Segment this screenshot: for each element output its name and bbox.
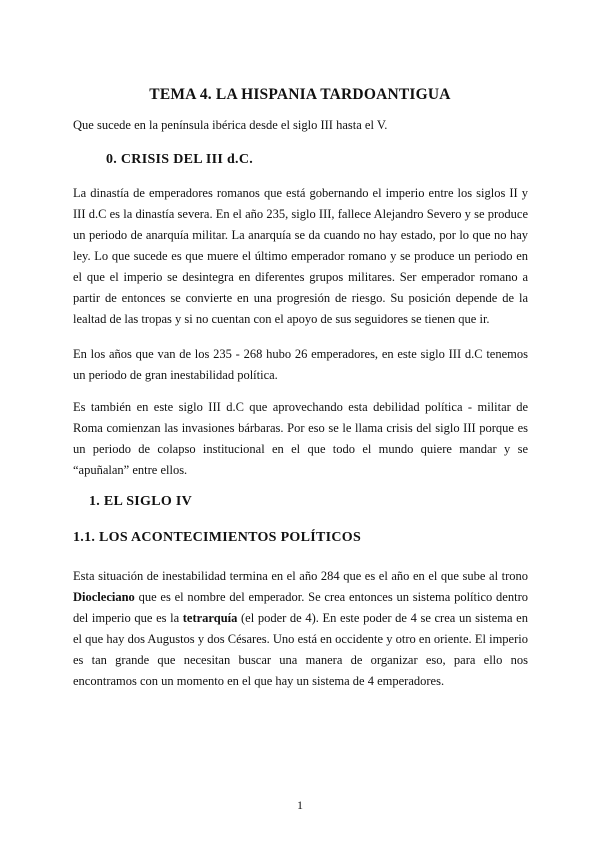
document-subtitle: Que sucede en la península ibérica desde el siglo III hasta el V. xyxy=(73,118,388,132)
paragraph-tetrarquia xyxy=(73,566,528,692)
section-heading-crisis: 0. CRISIS DEL III d.C. xyxy=(106,152,254,167)
paragraph-dinastia: La dinastía de emperadores romanos que está gobernando el imperio entre los siglos II y III d.C es la dinastía severa. En el año 235, siglo III, fallece Alejandro Severo y se produce un periodo de anarquía militar. La anarquía se da cuando no hay estado, por lo que no hay ley. Lo que sucede es que muere el último emperador romano y se produce un periodo en el que el imperio se desintegra en diferentes grupos militares. Ser emperador romano a partir de entonces se convierte en una progresión de riesgo. Su posición depende de la lealtad de las tropas y si no cuentan con el apoyo de sus seguidores se tienen que ir. xyxy=(73,186,528,326)
bold-term-tetrarquia: tetrarquía xyxy=(182,611,238,625)
section-heading-siglo-iv: 1. EL SIGLO IV xyxy=(89,494,193,509)
bold-term-diocleciano: Diocleciano xyxy=(73,590,135,604)
paragraph-text: que es el nombre del emperador. Se crea entonces un sistema político dentro del imperio que es la xyxy=(73,590,528,625)
page-number: 1 xyxy=(297,798,303,812)
section-heading-acontecimientos: 1.1. LOS ACONTECIMIENTOS POLÍTICOS xyxy=(73,530,362,545)
document-title: TEMA 4. LA HISPANIA TARDOANTIGUA xyxy=(149,86,451,103)
paragraph-text: Esta situación de inestabilidad termina en el año 284 que es el año en el que sube al trono xyxy=(73,569,528,583)
paragraph-text: (el poder de 4). En este poder de 4 se crea un sistema en el que hay dos Augustos y dos Césares. Uno está en occidente y otro en oriente. El imperio es tan grande que necesitan buscar una manera de organizar eso, para ello nos encontramos con un momento en el que hay un sistema de 4 emperadores. xyxy=(73,611,528,688)
paragraph-invasiones: Es también en este siglo III d.C que aprovechando esta debilidad política - militar de Roma comienzan las invasiones bárbaras. Por eso se le llama crisis del siglo III porque es un periodo de colapso institucional en el que todo el mundo quiere mandar y se “apuñalan” entre ellos. xyxy=(73,400,528,477)
paragraph-emperadores: En los años que van de los 235 - 268 hubo 26 emperadores, en este siglo III d.C tenemos un periodo de gran inestabilidad política. xyxy=(73,347,528,382)
